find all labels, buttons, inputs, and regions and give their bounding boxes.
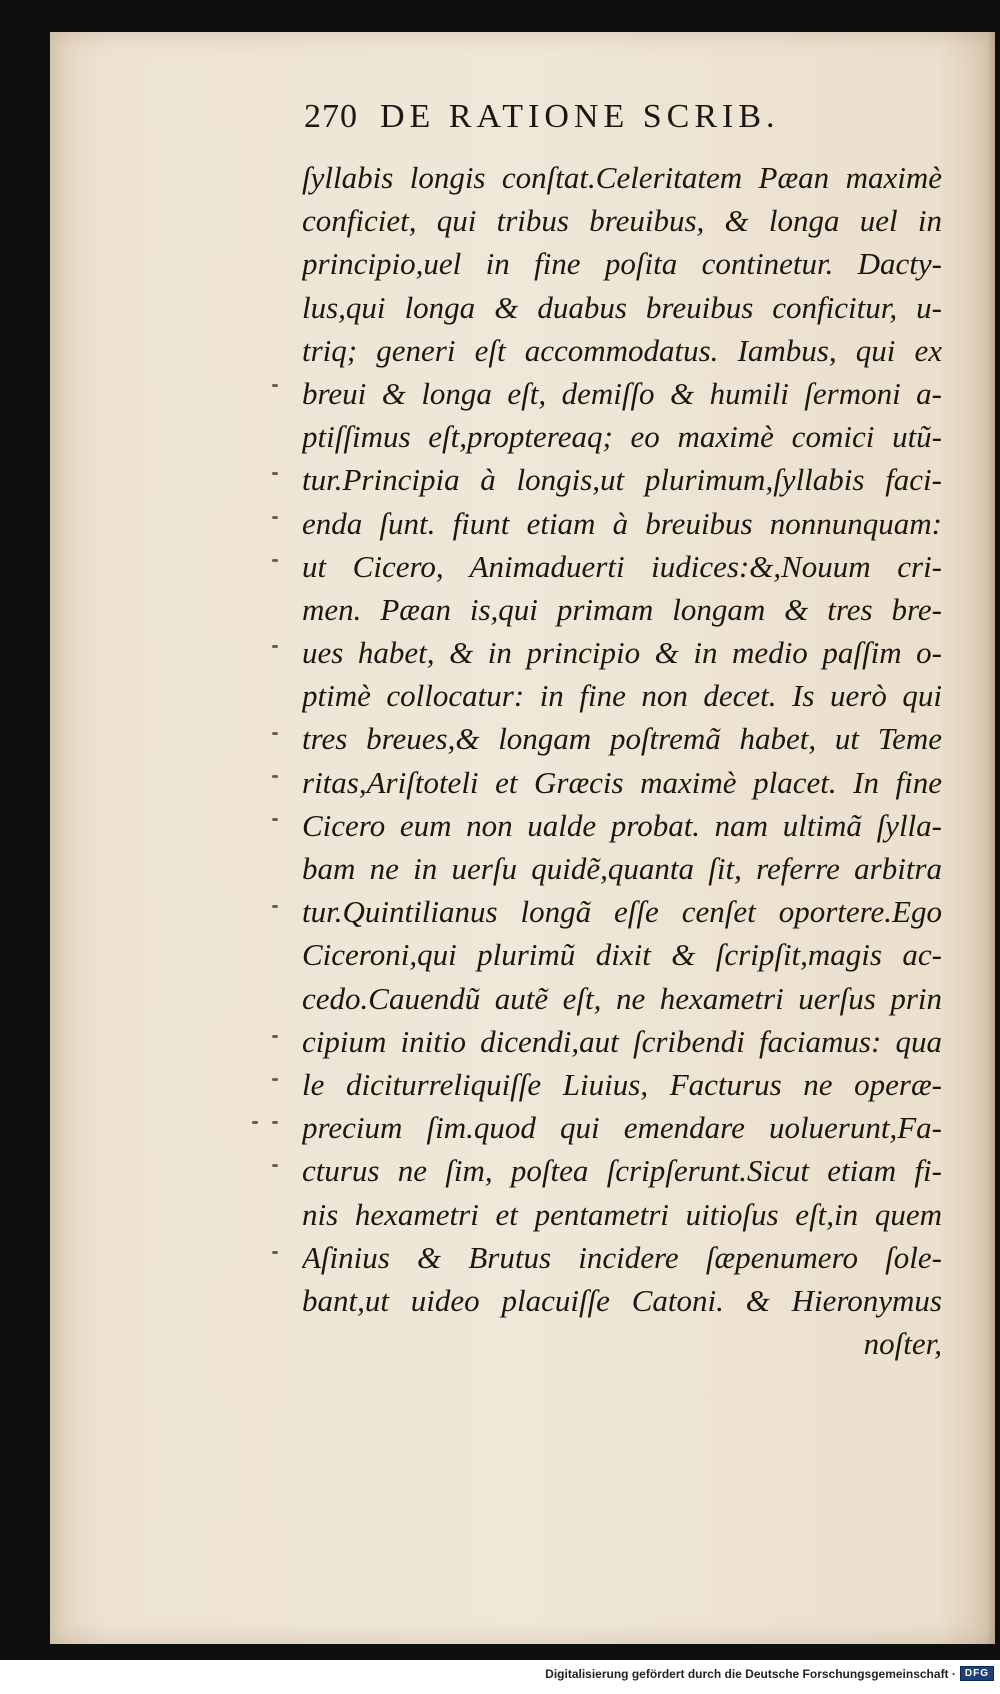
text-line: ues habet, & in principio & in medio paſſim o- [302, 635, 942, 671]
funding-credit: Digitalisierung gefördert durch die Deutsche Forschungsgemeinschaft · [545, 1666, 956, 1681]
margin-mark [272, 1078, 278, 1081]
dfg-logo: DFG [960, 1666, 994, 1681]
text-line: men. Pæan is,qui primam longam & tres bre- [302, 591, 942, 627]
text-line: cedo.Cauendũ autẽ eſt, ne hexametri uerſus prin [302, 980, 942, 1016]
text-line: conficiet, qui tribus breuibus, & longa uel in [302, 203, 942, 239]
text-line: ptiſſimus eſt,proptereaq; eo maximè comici utũ- [302, 419, 942, 455]
running-title: DE RATIONE SCRIB. [380, 98, 780, 135]
text-line: Ciceroni,qui plurimũ dixit & ſcripſit,magis ac- [302, 937, 942, 973]
text-line: tur.Quintilianus longã eſſe cenſet oportere.Ego [302, 894, 942, 930]
text-line: cipium initio dicendi,aut ſcribendi faciamus: qua [302, 1023, 942, 1059]
text-line: le diciturreliquiſſe Liuius, Facturus ne operæ- [302, 1066, 942, 1102]
text-line: bam ne in uerſu quidẽ,quanta ſit, referre arbitra [302, 851, 942, 886]
running-head [304, 98, 924, 136]
margin-mark [252, 1121, 258, 1124]
text-line: ut Cicero, Animaduerti iudices:&,Nouum cri- [302, 548, 942, 584]
text-line: tur.Principia à longis,ut plurimum,ſyllabis faci- [302, 462, 942, 498]
margin-mark [272, 1121, 278, 1124]
margin-mark [272, 559, 278, 562]
margin-mark [272, 516, 278, 519]
text-line: breui & longa eſt, demiſſo & humili ſermoni a- [302, 375, 942, 411]
text-line: principio,uel in fine poſita continetur. Dacty- [302, 246, 942, 282]
margin-mark [272, 1035, 278, 1038]
text-block [302, 156, 942, 1365]
text-line: ſyllabis longis conſtat.Celeritatem Pæan maximè [302, 160, 942, 195]
text-line: ritas,Ariſtoteli et Græcis maximè placet. In fine [302, 764, 942, 800]
margin-mark [272, 775, 278, 778]
text-line: enda ſunt. fiunt etiam à breuibus nonnunquam: [302, 505, 942, 541]
margin-mark [272, 645, 278, 648]
page-number: 270 [304, 98, 358, 135]
text-line: tres breues,& longam poſtremã habet, ut Teme [302, 721, 942, 757]
margin-mark [272, 1251, 278, 1254]
text-line: lus,qui longa & duabus breuibus conficitur, u- [302, 289, 942, 325]
text-line: Cicero eum non ualde probat. nam ultimã ſylla- [302, 807, 942, 843]
text-line: bant,ut uideo placuiſſe Catoni. & Hieronymus [302, 1282, 942, 1318]
book-page [50, 32, 995, 1644]
catchword: noſter, [863, 1326, 942, 1362]
margin-mark [272, 1164, 278, 1167]
margin-mark [272, 732, 278, 735]
text-line: ptimè collocatur: in fine non decet. Is uerò qui [302, 678, 942, 714]
text-line: nis hexametri et pentametri uitioſus eſt,in quem [302, 1196, 942, 1232]
margin-mark [272, 384, 278, 387]
digitization-footer [0, 1666, 1000, 1690]
margin-mark [272, 905, 278, 908]
margin-mark [272, 818, 278, 821]
page-edge-shadow [987, 32, 995, 1644]
text-line: triq; generi eſt accommodatus. Iambus, qui ex [302, 332, 942, 368]
text-line: Aſinius & Brutus incidere ſæpenumero ſole- [302, 1239, 942, 1275]
margin-mark [272, 472, 278, 475]
text-line: cturus ne ſim, poſtea ſcripſerunt.Sicut etiam fi- [302, 1153, 942, 1189]
text-line: precium ſim.quod qui emendare uoluerunt,Fa- [302, 1110, 942, 1146]
